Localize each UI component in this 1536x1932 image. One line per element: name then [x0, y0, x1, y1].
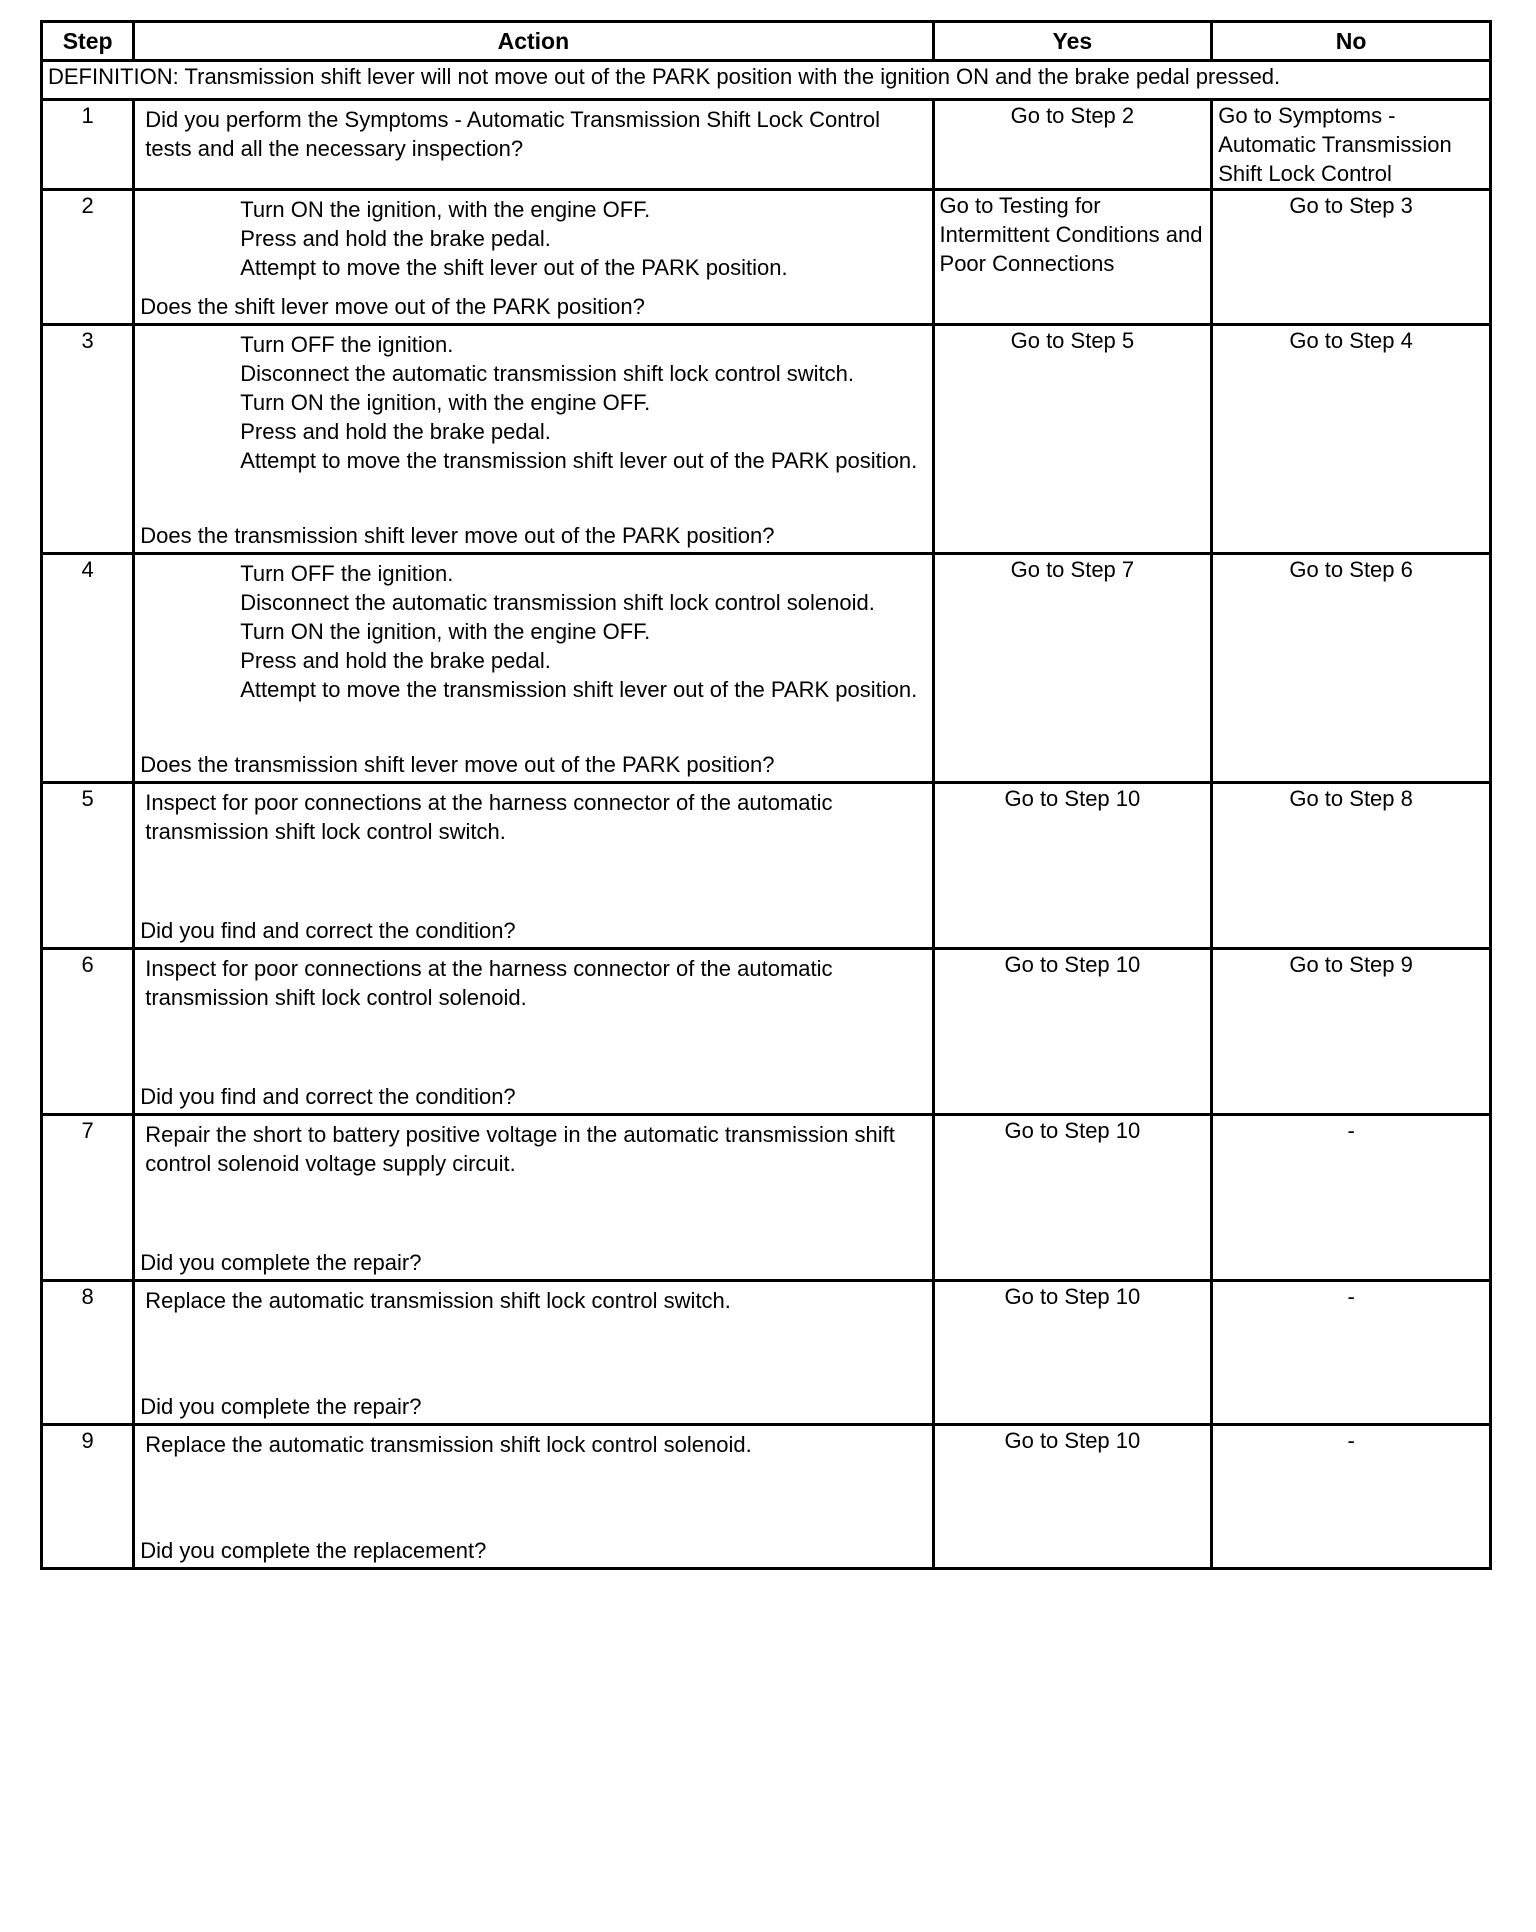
action-text: Did you perform the Symptoms - Automatic Transmission Shift Lock Control tests and all the necessary inspection? [145, 107, 881, 161]
step-number: 4 [42, 554, 134, 783]
action-cell [134, 100, 933, 190]
instruction-item: Press and hold the brake pedal. [240, 648, 551, 673]
action-question: Did you complete the repair? [140, 1394, 422, 1419]
no-result: Go to Step 9 [1212, 949, 1491, 1115]
no-result: - [1212, 1281, 1491, 1425]
yes-result: Go to Testing for Intermittent Conditions and Poor Connections [933, 190, 1212, 325]
table-row [42, 325, 1491, 554]
action-question: Did you complete the replacement? [140, 1538, 487, 1563]
table-row [42, 1115, 1491, 1281]
no-result: Go to Step 3 [1212, 190, 1491, 325]
header-step: Step [42, 22, 134, 61]
instruction-item: Attempt to move the transmission shift lever out of the PARK position. [240, 448, 918, 473]
yes-result: Go to Step 5 [933, 325, 1212, 554]
instruction-item: Disconnect the automatic transmission shift lock control switch. [240, 361, 855, 386]
no-result: Go to Step 8 [1212, 783, 1491, 949]
instruction-item: Press and hold the brake pedal. [240, 226, 551, 251]
action-text: Replace the automatic transmission shift lock control switch. [145, 1288, 731, 1313]
action-cell [134, 783, 933, 949]
step-number: 3 [42, 325, 134, 554]
no-result: - [1212, 1115, 1491, 1281]
yes-result: Go to Step 2 [933, 100, 1212, 190]
definition-text: DEFINITION: Transmission shift lever will not move out of the PARK position with the ignition ON and the brake pedal pressed. [42, 61, 1491, 100]
yes-result: Go to Step 10 [933, 1115, 1212, 1281]
action-question: Does the shift lever move out of the PARK position? [140, 294, 645, 319]
instruction-item: Disconnect the automatic transmission shift lock control solenoid. [240, 590, 875, 615]
action-question: Does the transmission shift lever move out of the PARK position? [140, 752, 775, 777]
instruction-list [140, 326, 926, 475]
action-cell [134, 1115, 933, 1281]
action-question: Did you find and correct the condition? [140, 1084, 516, 1109]
no-result: - [1212, 1425, 1491, 1569]
instruction-item: Attempt to move the shift lever out of the PARK position. [240, 255, 788, 280]
diagnostic-table [40, 20, 1492, 1570]
table-row [42, 1281, 1491, 1425]
yes-result: Go to Step 10 [933, 949, 1212, 1115]
instruction-item: Press and hold the brake pedal. [240, 419, 551, 444]
action-text: Replace the automatic transmission shift lock control solenoid. [145, 1432, 752, 1457]
action-cell [134, 554, 933, 783]
header-row [42, 22, 1491, 61]
action-question: Does the transmission shift lever move out of the PARK position? [140, 523, 775, 548]
table-row [42, 554, 1491, 783]
no-result: Go to Step 6 [1212, 554, 1491, 783]
instruction-item: Attempt to move the transmission shift lever out of the PARK position. [240, 677, 918, 702]
header-action: Action [134, 22, 933, 61]
action-cell [134, 190, 933, 325]
header-no: No [1212, 22, 1491, 61]
action-text: Inspect for poor connections at the harness connector of the automatic transmission shift lock control solenoid. [145, 956, 833, 1010]
table-row [42, 949, 1491, 1115]
step-number: 5 [42, 783, 134, 949]
action-cell [134, 949, 933, 1115]
yes-result: Go to Step 7 [933, 554, 1212, 783]
yes-result: Go to Step 10 [933, 1281, 1212, 1425]
no-result: Go to Step 4 [1212, 325, 1491, 554]
table-row [42, 1425, 1491, 1569]
step-number: 8 [42, 1281, 134, 1425]
definition-row [42, 61, 1491, 100]
instruction-item: Turn ON the ignition, with the engine OFF. [240, 390, 651, 415]
step-number: 7 [42, 1115, 134, 1281]
header-yes: Yes [933, 22, 1212, 61]
action-cell [134, 1281, 933, 1425]
instruction-list [140, 191, 926, 282]
yes-result: Go to Step 10 [933, 783, 1212, 949]
action-question: Did you complete the repair? [140, 1250, 422, 1275]
instruction-item: Turn OFF the ignition. [240, 561, 454, 586]
step-number: 9 [42, 1425, 134, 1569]
step-number: 2 [42, 190, 134, 325]
action-cell [134, 1425, 933, 1569]
table-row [42, 190, 1491, 325]
action-text: Repair the short to battery positive voltage in the automatic transmission shift control solenoid voltage supply circuit. [145, 1122, 895, 1176]
table-row [42, 100, 1491, 190]
action-text: Inspect for poor connections at the harness connector of the automatic transmission shift lock control switch. [145, 790, 833, 844]
action-cell [134, 325, 933, 554]
instruction-item: Turn OFF the ignition. [240, 332, 454, 357]
yes-result: Go to Step 10 [933, 1425, 1212, 1569]
instruction-list [140, 555, 926, 704]
no-result: Go to Symptoms - Automatic Transmission Shift Lock Control [1212, 100, 1491, 190]
step-number: 1 [42, 100, 134, 190]
action-question: Did you find and correct the condition? [140, 918, 516, 943]
table-body [42, 61, 1491, 1569]
instruction-item: Turn ON the ignition, with the engine OFF. [240, 197, 651, 222]
table-row [42, 783, 1491, 949]
instruction-item: Turn ON the ignition, with the engine OFF. [240, 619, 651, 644]
step-number: 6 [42, 949, 134, 1115]
